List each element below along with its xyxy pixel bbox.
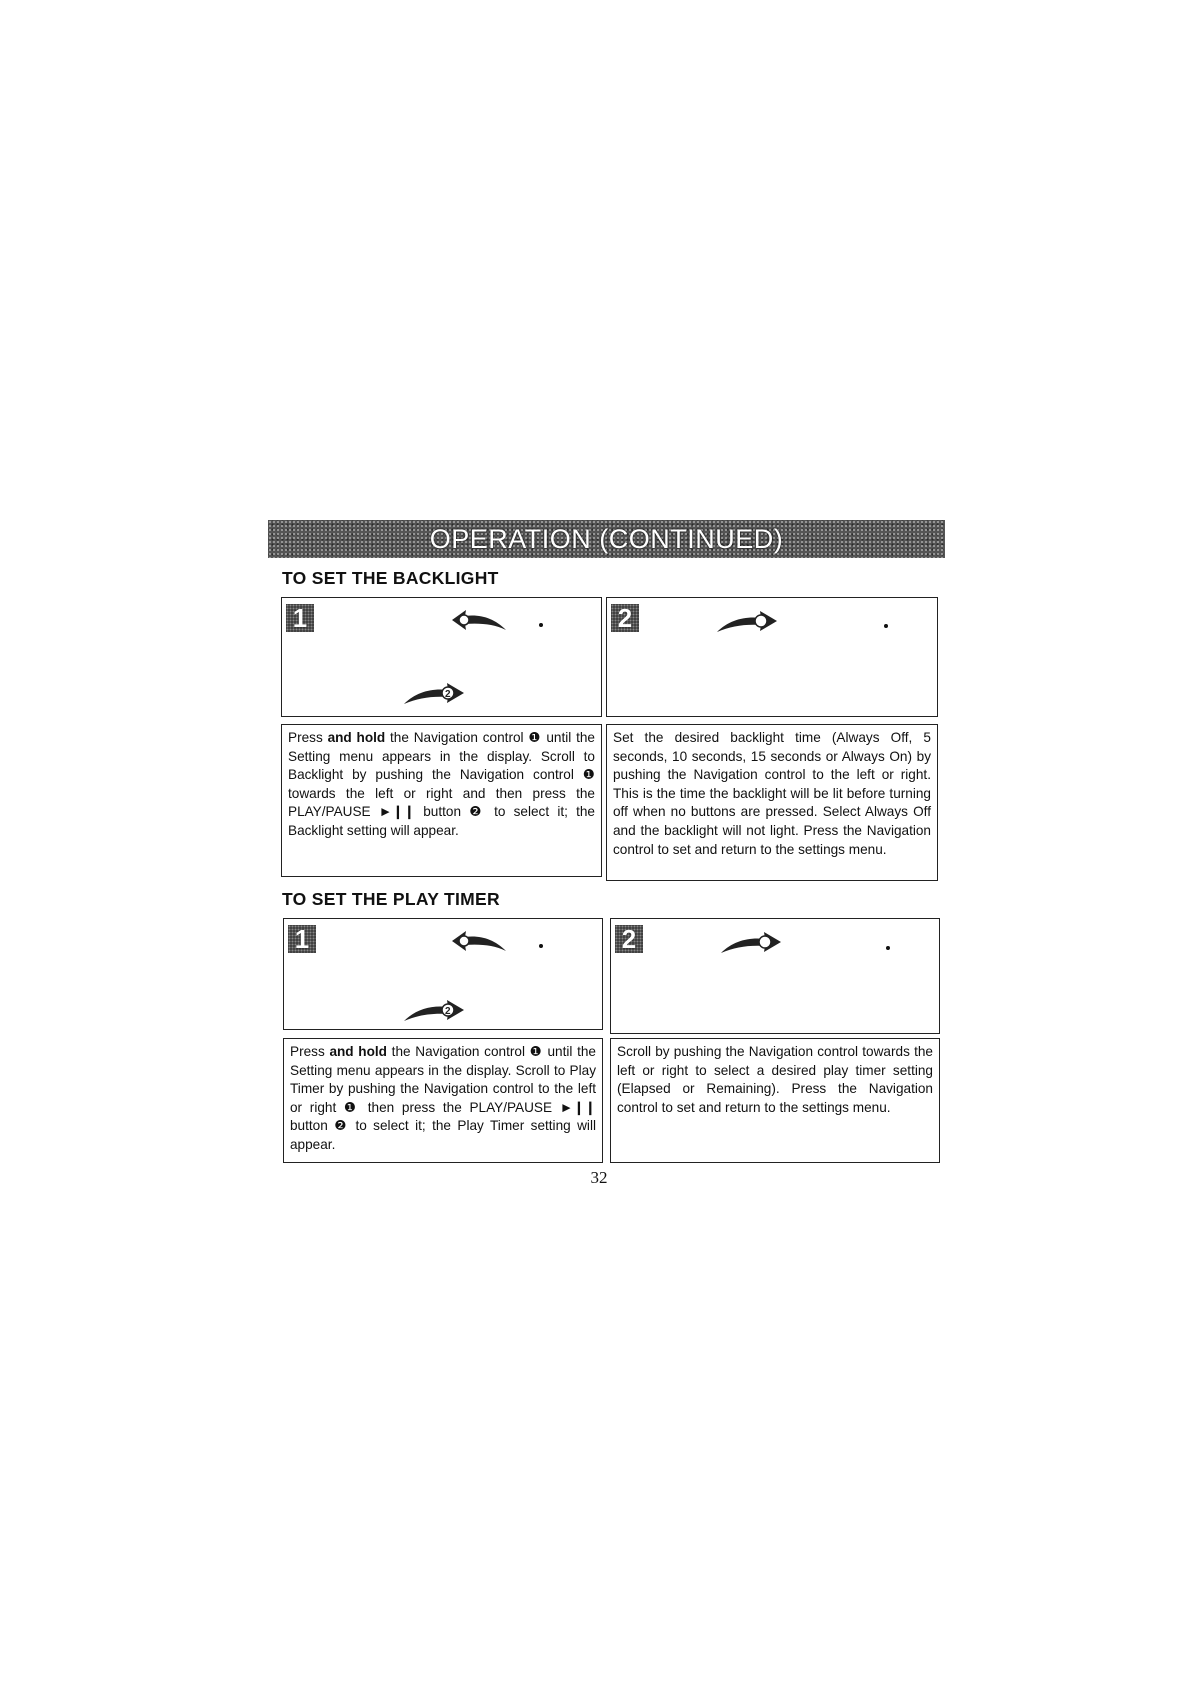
curved-arrow-right-icon	[715, 606, 779, 636]
playtimer-step1-instructions: Press and hold the Navigation control ❶ until the Setting menu appears in the display. Scroll to Play Timer by pushing the Navigation control to the left or right ❶ then press the PLAY/PAUSE ►❙❙ button ❷ to select it; the Play Timer setting will appear.	[283, 1038, 603, 1163]
step-2-badge: 2	[611, 604, 639, 632]
backlight-step2-instructions: Set the desired backlight time (Always Off, 5 seconds, 10 seconds, 15 seconds or Always On) by pushing the Navigation control to the left or right. This is the time the backlight will be lit before turning off when no buttons are pressed. Select Always Off and the backlight will not light. Press the Navigation control to set and return to the settings menu.	[606, 724, 938, 881]
step-1-badge: 1	[286, 604, 314, 632]
curved-arrow-left-icon	[450, 606, 510, 634]
step-1-badge: 1	[288, 925, 316, 953]
curved-arrow-right-icon	[402, 995, 466, 1025]
playtimer-step2-illustration	[610, 918, 940, 1034]
playtimer-step1-illustration	[283, 918, 603, 1030]
arrow-step-label: 2	[445, 1006, 451, 1017]
display-dot	[539, 944, 543, 948]
playtimer-step2-instructions: Scroll by pushing the Navigation control towards the left or right to select a desired play timer setting (Elapsed or Remaining). Press the Navigation control to set and return to the settings menu.	[610, 1038, 940, 1163]
backlight-step1-illustration	[281, 597, 602, 717]
page-number: 32	[590, 1168, 608, 1187]
curved-arrow-right-icon	[402, 678, 466, 708]
banner-title: OPERATION (CONTINUED)	[429, 523, 784, 554]
section-banner	[268, 520, 945, 558]
backlight-step2-illustration	[606, 597, 938, 717]
display-dot	[539, 623, 543, 627]
step-2-badge: 2	[615, 925, 643, 953]
curved-arrow-left-icon	[450, 927, 510, 955]
backlight-heading: TO SET THE BACKLIGHT	[282, 568, 499, 588]
arrow-step-label: 2	[445, 689, 451, 700]
display-dot	[886, 946, 890, 950]
curved-arrow-right-icon	[719, 927, 783, 957]
display-dot	[884, 624, 888, 628]
playtimer-heading: TO SET THE PLAY TIMER	[282, 889, 500, 909]
backlight-step1-instructions: Press and hold the Navigation control ❶ until the Setting menu appears in the display. Scroll to Backlight by pushing the Navigation control ❶ towards the left or right and then press the PLAY/PAUSE ►❙❙ button ❷ to select it; the Backlight setting will appear.	[281, 724, 602, 877]
